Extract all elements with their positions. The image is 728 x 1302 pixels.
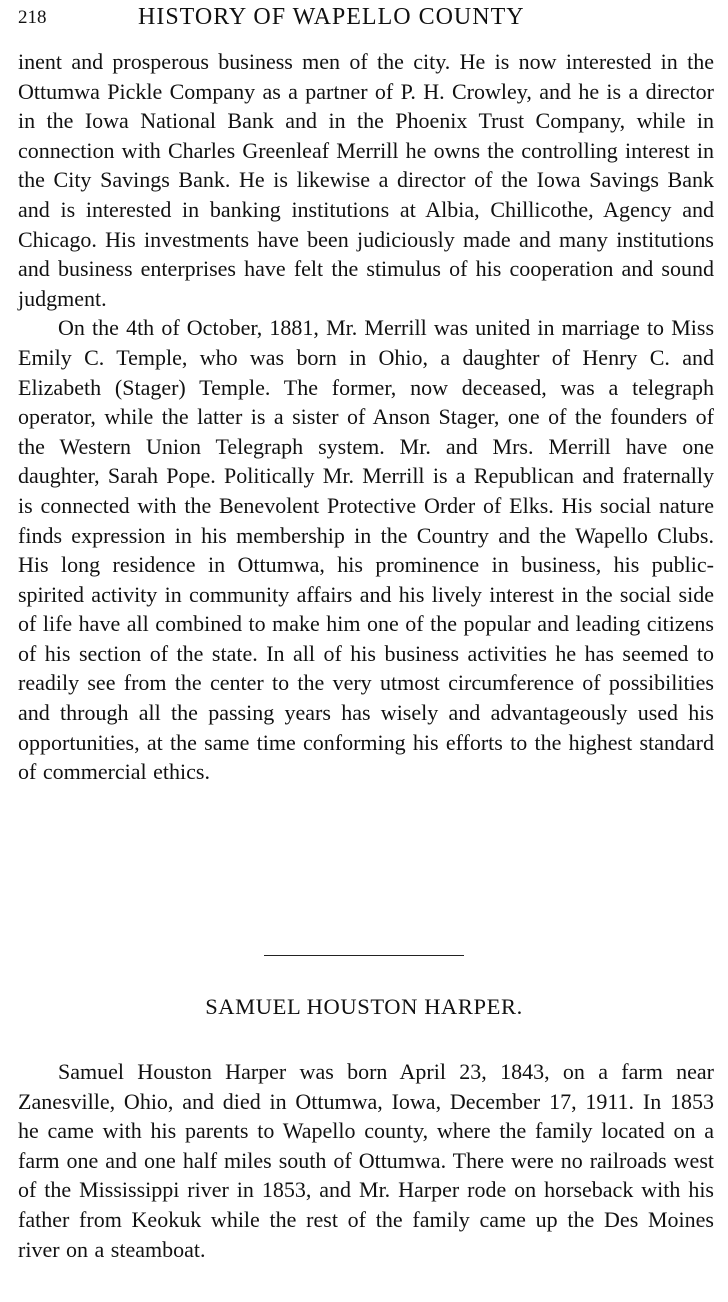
paragraph-continued: inent and prosperous business men of the city. He is now interested in the Ottumwa Pickle Company as a partner of P. H. Crowley, and he is a director in the Iowa National Bank and in the Phoenix Trust Company, while in connection with Charles Greenleaf Merrill he owns the controlling interest in the City Savings Bank. He is likewise a director of the Iowa Savings Bank and is interested in banking institutions at Albia, Chillicothe, Agency and Chicago. His investments have been judiciously made and many institutions and business enterprises have felt the stimulus of his cooperation and sound judgment.	[18, 49, 714, 311]
paragraph-marriage: On the 4th of October, 1881, Mr. Merrill was united in marriage to Miss Emily C. Temple, who was born in Ohio, a daughter of Henry C. and Elizabeth (Stager) Temple. The former, now deceased, was a telegraph operator, while the latter is a sister of Anson Stager, one of the founders of the Western Union Telegraph system. Mr. and Mrs. Merrill have one daughter, Sarah Pope. Politically Mr. Merrill is a Republican and fraternally is connected with the Benevolent Protective Order of Elks. His social nature finds expression in his membership in the Country and the Wapello Clubs. His long residence in Ottumwa, his prominence in business, his public-spirited activity in community affairs and his lively interest in the social side of life have all combined to make him one of the popular and leading citizens of his section of the state. In all of his business activities he has seemed to readily see from the center to the very utmost circumference of possibilities and through all the passing years has wisely and advantageously used his opportunities, at the same time conforming his efforts to the highest standard of commercial ethics.	[18, 315, 714, 785]
page-header	[18, 4, 714, 36]
section-heading: SAMUEL HOUSTON HARPER.	[205, 994, 523, 1019]
paragraph-harper-intro: Samuel Houston Harper was born April 23, 1843, on a farm near Zanesville, Ohio, and died in Ottumwa, Iowa, December 17, 1911. In 1853 he came with his parents to Wapello county, where the family located on a farm one and one half miles south of Ottumwa. There were no railroads west of the Mississippi river in 1853, and Mr. Harper rode on horseback with his father from Keokuk while the rest of the family came up the Des Moines river on a steamboat.	[18, 1059, 714, 1262]
page-number: 218	[18, 7, 47, 28]
running-title: HISTORY OF WAPELLO COUNTY	[138, 4, 525, 30]
continued-biography	[18, 47, 714, 787]
harper-biography	[18, 1057, 714, 1264]
section-divider	[264, 955, 464, 956]
